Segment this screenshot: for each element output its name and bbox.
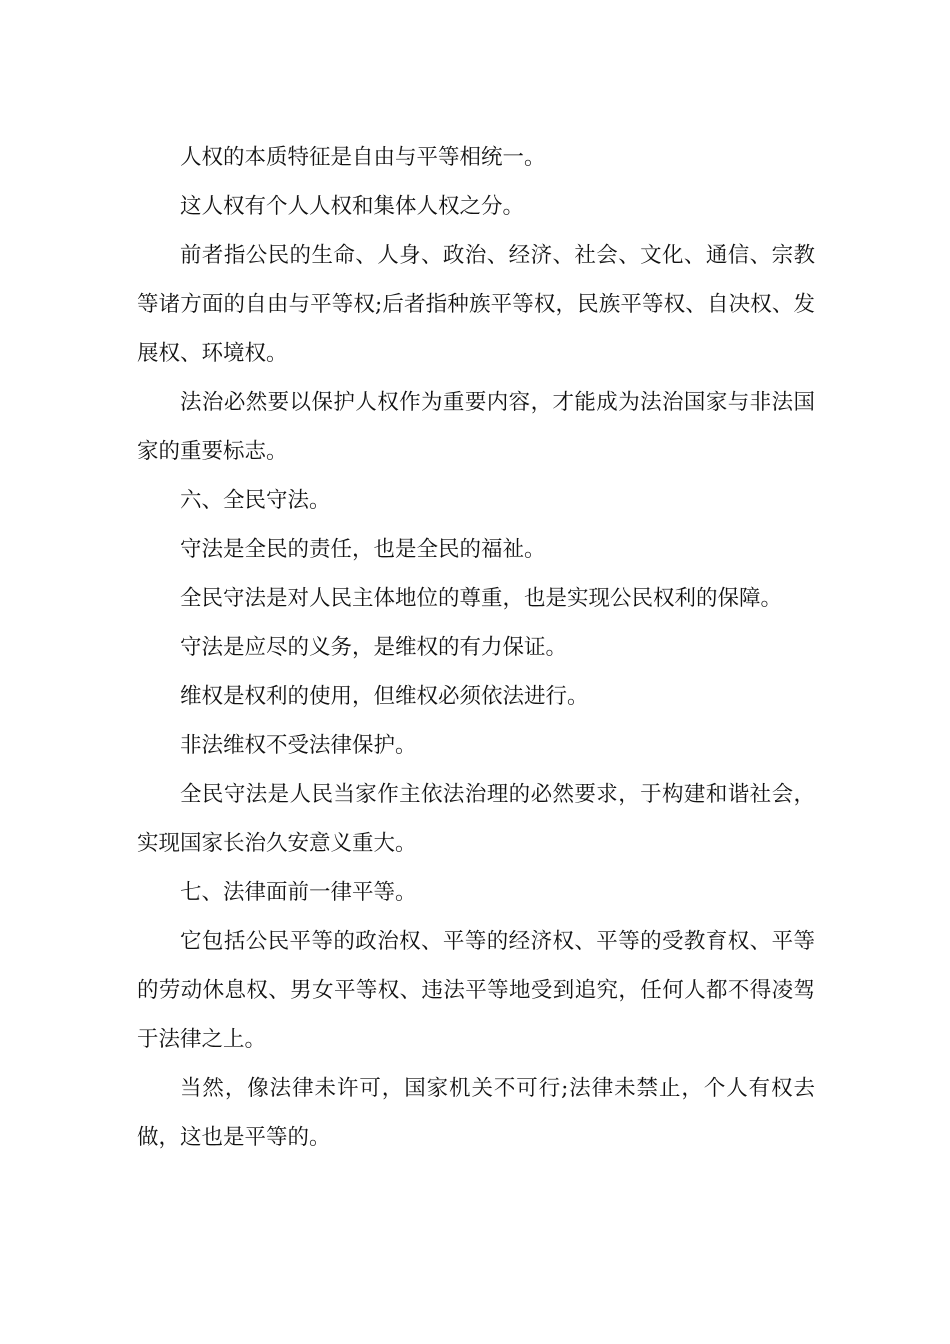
- paragraph-respect-subject: 全民守法是对人民主体地位的尊重，也是实现公民权利的保障。: [180, 586, 783, 611]
- paragraph-harmonious-society: 全民守法是人民当家作主依法治理的必然要求，于构建和谐社会，实现国家长治久安意义重大。: [137, 782, 815, 856]
- paragraph-obligation: 守法是应尽的义务，是维权的有力保证。: [180, 635, 568, 660]
- paragraph-illegal-defense: 非法维权不受法律保护。: [180, 733, 417, 758]
- document-body: [137, 133, 815, 1162]
- paragraph-rights-details: 前者指公民的生命、人身、政治、经济、社会、文化、通信、宗教等诸方面的自由与平等权;后者指种族平等权，民族平等权、自决权、发展权、环境权。: [137, 243, 815, 366]
- paragraph-duty-of-all: 守法是全民的责任，也是全民的福祉。: [180, 537, 546, 562]
- paragraph-rights-types: 这人权有个人人权和集体人权之分。: [180, 194, 525, 219]
- paragraph-equality-conclusion: 当然，像法律未许可，国家机关不可行;法律未禁止，个人有权去做，这也是平等的。: [137, 1076, 815, 1150]
- section-heading-seven: 七、法律面前一律平等。: [180, 880, 417, 905]
- paragraph-equality-scope: 它包括公民平等的政治权、平等的经济权、平等的受教育权、平等的劳动休息权、男女平等权、违法平等地受到追究，任何人都不得凌驾于法律之上。: [137, 929, 815, 1052]
- paragraph-human-rights-essence: 人权的本质特征是自由与平等相统一。: [180, 145, 546, 170]
- paragraph-rule-of-law-rights: 法治必然要以保护人权作为重要内容，才能成为法治国家与非法国家的重要标志。: [137, 390, 815, 464]
- paragraph-lawful-defense: 维权是权利的使用，但维权必须依法进行。: [180, 684, 589, 709]
- section-heading-six: 六、全民守法。: [180, 488, 331, 513]
